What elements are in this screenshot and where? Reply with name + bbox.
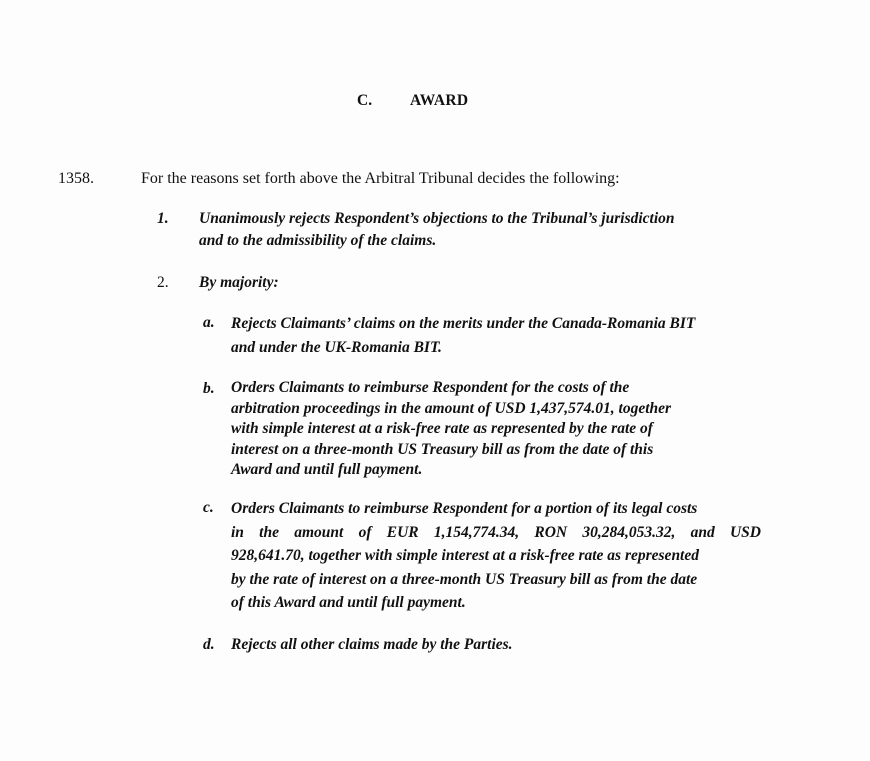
sub-item-c-letter: c.: [203, 499, 214, 516]
sub-item-c-text: [231, 497, 761, 615]
sub-item-b-line: arbitration proceedings in the amount of USD 1,437,574.01, together: [231, 399, 672, 417]
section-letter: C.: [357, 92, 373, 109]
sub-item-d-letter: d.: [203, 636, 215, 653]
sub-item-b-letter: b.: [203, 380, 215, 397]
sub-item-a-text: [231, 312, 695, 360]
item-1-line: Unanimously rejects Respondent’s objections to the Tribunal’s jurisdiction: [199, 210, 675, 227]
paragraph-intro: For the reasons set forth above the Arbitral Tribunal decides the following:: [141, 170, 620, 187]
sub-item-a-line: and under the UK-Romania BIT.: [231, 339, 442, 356]
sub-item-c-line: in the amount of EUR 1,154,774.34, RON 30,284,053.32, and USD: [231, 523, 761, 541]
item-1-text: [199, 208, 779, 252]
paragraph-number: 1358.: [58, 170, 94, 187]
sub-item-d-line: Rejects all other claims made by the Parties.: [231, 636, 513, 653]
sub-item-b-line: Orders Claimants to reimburse Respondent for the costs of the: [231, 379, 630, 396]
sub-item-b-line: with simple interest at a risk-free rate as represented by the rate of: [231, 420, 653, 437]
section-title: AWARD: [410, 92, 469, 109]
item-1-number: 1.: [157, 210, 169, 227]
sub-item-a-letter: a.: [203, 314, 215, 331]
sub-item-b-text: [231, 378, 671, 481]
item-2-number: 2.: [157, 274, 169, 291]
sub-item-b-line: Award and until full payment.: [231, 461, 423, 478]
section-heading: [0, 92, 870, 114]
sub-item-c-line: Orders Claimants to reimburse Respondent for a portion of its legal costs: [231, 500, 698, 517]
sub-item-c-line: by the rate of interest on a three-month US Treasury bill as from the date: [231, 570, 698, 588]
sub-item-c-line: 928,641.70, together with simple interest at a risk-free rate as represented: [231, 547, 699, 564]
sub-item-d-text: [231, 636, 513, 654]
sub-item-c-line: of this Award and until full payment.: [231, 594, 466, 611]
sub-item-a-line: Rejects Claimants’ claims on the merits under the Canada-Romania BIT: [231, 315, 696, 332]
sub-item-b-line: interest on a three-month US Treasury bill as from the date of this: [231, 440, 654, 458]
item-2-text: By majority:: [199, 274, 279, 291]
item-1-line: and to the admissibility of the claims.: [199, 232, 437, 249]
